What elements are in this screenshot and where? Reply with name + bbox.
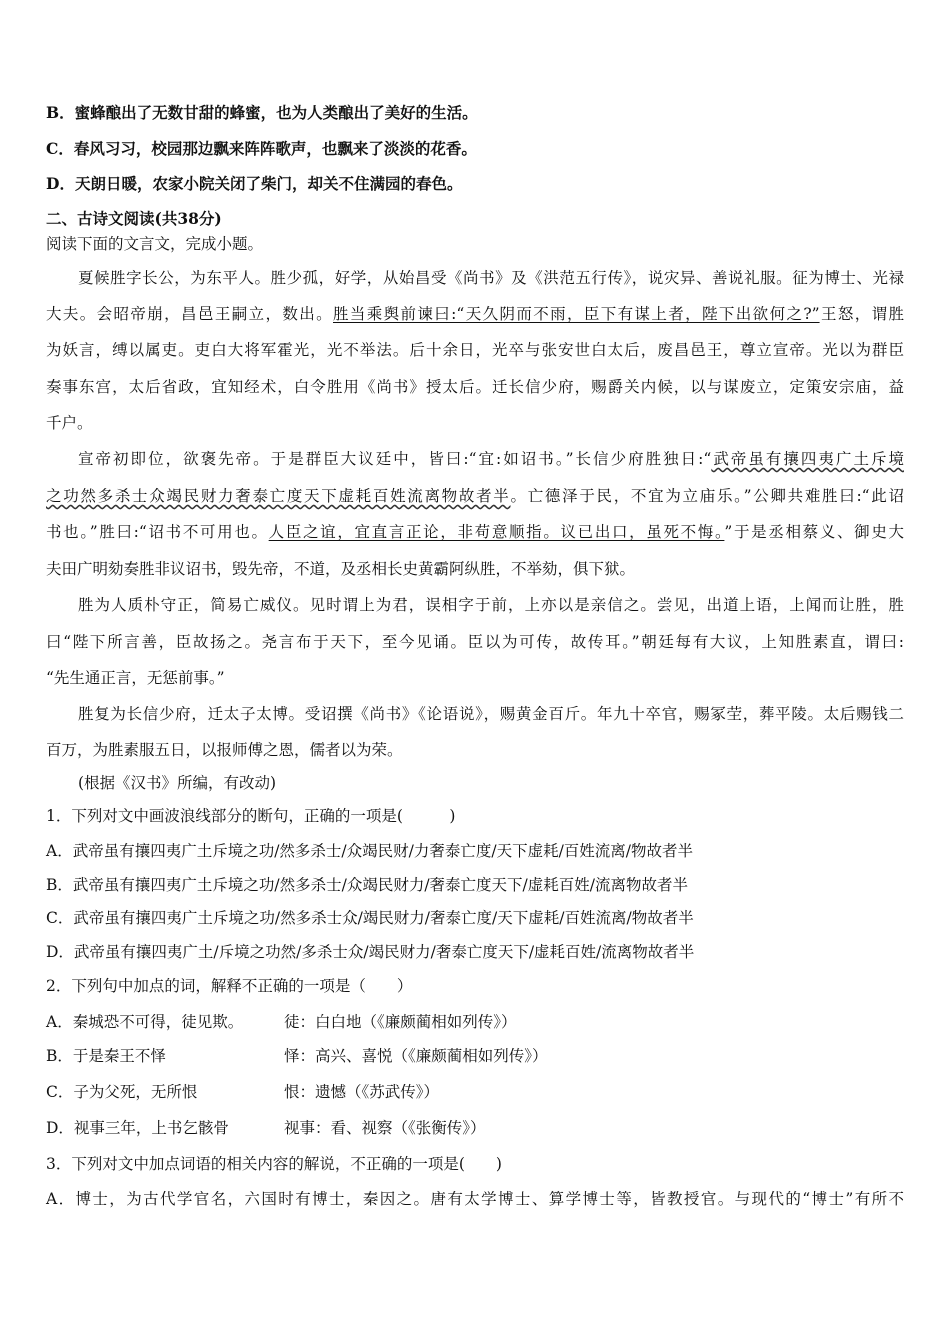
passage-source: (根据《汉书》所编，有改动) xyxy=(78,774,277,792)
passage-text: 王怒，谓胜 xyxy=(819,305,904,323)
passage-p2-line1 xyxy=(78,449,904,469)
q2-option-d[interactable]: D．视事三年，上书乞骸骨 xyxy=(46,1119,229,1137)
q3-option-a[interactable]: A．博士，为古代学官名，六国时有博士，秦因之。唐有太学博士、算学博士等，皆教授官。与现代的“博士”有所不 xyxy=(46,1190,904,1208)
passage-p1-line2 xyxy=(46,304,904,324)
passage-text: 大夫。会昭帝崩，昌邑王嗣立，数出。 xyxy=(46,305,333,323)
q1-option-c[interactable]: C．武帝虽有攘四夷广土斥境之功/然多杀士众/竭民财力/奢泰亡度/天下虚耗/百姓流离/物故者半 xyxy=(46,909,694,927)
underlined-sentence-2: 人臣之谊，宜直言正论，非苟意顺指。议已出口，虽死不悔。 xyxy=(268,523,725,541)
q1-option-d[interactable]: D．武帝虽有攘四夷广土/斥境之功然/多杀士众/竭民财力/奢泰亡度天下/虚耗百姓/流离物故者半 xyxy=(46,943,695,961)
wavy-underlined-text: 之功然多杀士众竭民财力奢泰亡度天下虚耗百姓流离物故者半 xyxy=(46,487,511,505)
passage-p1-line5: 千户。 xyxy=(46,414,93,432)
q1-option-b[interactable]: B．武帝虽有攘四夷广土斥境之功/然多杀士/众竭民财力/奢泰亡度天下/虚耗百姓/流离物故者半 xyxy=(46,876,689,894)
q2-option-b[interactable]: B．于是秦王不怿 xyxy=(46,1047,166,1065)
q3-stem: 3．下列对文中加点词语的相关内容的解说，不正确的一项是( ) xyxy=(46,1155,502,1173)
q1-stem: 1．下列对文中画波浪线部分的断句，正确的一项是( ) xyxy=(46,807,456,825)
passage-p1-line3: 为妖言，缚以属吏。吏白大将军霍光，光不举法。后十余日，光卒与张安世白太后，废昌邑王，尊立宣帝。光以为群臣 xyxy=(46,341,904,359)
passage-p3-line2: 曰“陛下所言善，臣故扬之。尧言布于天下，至今见诵。臣以为可传，故传耳。”朝廷每有大议，上知胜素直，谓曰: xyxy=(46,633,904,651)
passage-p2-line3 xyxy=(46,522,904,542)
previous-question-option-b[interactable]: B．蜜蜂酿出了无数甘甜的蜂蜜，也为人类酿出了美好的生活。 xyxy=(46,103,478,122)
passage-p3-line1: 胜为人质朴守正，简易亡威仪。见时谓上为君，误相字于前，上亦以是亲信之。尝见，出道上语，上闻而让胜，胜 xyxy=(78,596,904,614)
passage-p1-line1: 夏候胜字长公，为东平人。胜少孤，好学，从始昌受《尚书》及《洪范五行传》，说灾异、善说礼服。征为博士、光禄 xyxy=(78,269,904,287)
previous-question-option-c[interactable]: C．春风习习，校园那边飘来阵阵歌声，也飘来了淡淡的花香。 xyxy=(46,139,477,158)
section-instruction: 阅读下面的文言文，完成小题。 xyxy=(46,235,264,253)
underlined-sentence-1: 胜当乘舆前谏曰:“天久阴而不雨，臣下有谋上者，陛下出欲何之?” xyxy=(333,305,820,323)
q2-option-c-explanation: 恨：遗憾（《苏武传》） xyxy=(284,1083,440,1101)
q2-option-a-explanation: 徒：白白地（《廉颇蔺相如列传》） xyxy=(284,1013,517,1031)
passage-text: ”于是丞相蔡义、御史大 xyxy=(724,523,904,541)
passage-p2-line2 xyxy=(46,486,904,506)
previous-question-option-d[interactable]: D．天朗日暖，农家小院关闭了柴门，却关不住满园的春色。 xyxy=(46,174,463,193)
q2-option-b-explanation: 怿：高兴、喜悦（《廉颇蔺相如列传》） xyxy=(284,1047,548,1065)
q2-option-c[interactable]: C．子为父死，无所恨 xyxy=(46,1083,198,1101)
passage-p4-line2: 百万，为胜素服五日，以报师傅之恩，儒者以为荣。 xyxy=(46,741,403,759)
passage-text: 宣帝初即位，欲褒先帝。于是群臣大议廷中，皆曰:“宜:如诏书。”长信少府胜独日:“ xyxy=(78,450,712,468)
passage-text: 。亡德泽于民，不宜为立庙乐。”公卿共难胜曰:“此诏 xyxy=(510,487,904,505)
passage-p3-line3: “先生通正言，无惩前事。” xyxy=(46,669,225,687)
section-title: 二、古诗文阅读(共38分) xyxy=(46,209,222,228)
passage-p4-line1: 胜复为长信少府，迁太子太博。受诏撰《尚书》《论语说》，赐黄金百斤。年九十卒官，赐冢茔，葬平陵。太后赐钱二 xyxy=(78,705,904,723)
q1-option-a[interactable]: A．武帝虽有攘四夷广土斥境之功/然多杀士/众竭民财/力奢泰亡度/天下虚耗/百姓流离/物故者半 xyxy=(46,842,694,860)
q2-stem: 2．下列句中加点的词，解释不正确的一项是（ ） xyxy=(46,977,413,995)
passage-p1-line4: 奏事东宫，太后省政，宜知经术，白令胜用《尚书》授太后。迁长信少府，赐爵关内候，以与谋废立，定策安宗庙，益 xyxy=(46,378,904,396)
q2-option-a[interactable]: A．秦城恐不可得，徒见欺。 xyxy=(46,1013,244,1031)
passage-text: 书也。”胜曰:“诏书不可用也。 xyxy=(46,523,269,541)
passage-p2-line4: 夫田广明劾奏胜非议诏书，毁先帝，不道，及丞相长史黄霸阿纵胜，不举劾，俱下狱。 xyxy=(46,560,636,578)
wavy-underlined-text: 武帝虽有攘四夷广土斥境 xyxy=(711,450,904,468)
q2-option-d-explanation: 视事：看、视察（《张衡传》） xyxy=(284,1119,486,1137)
